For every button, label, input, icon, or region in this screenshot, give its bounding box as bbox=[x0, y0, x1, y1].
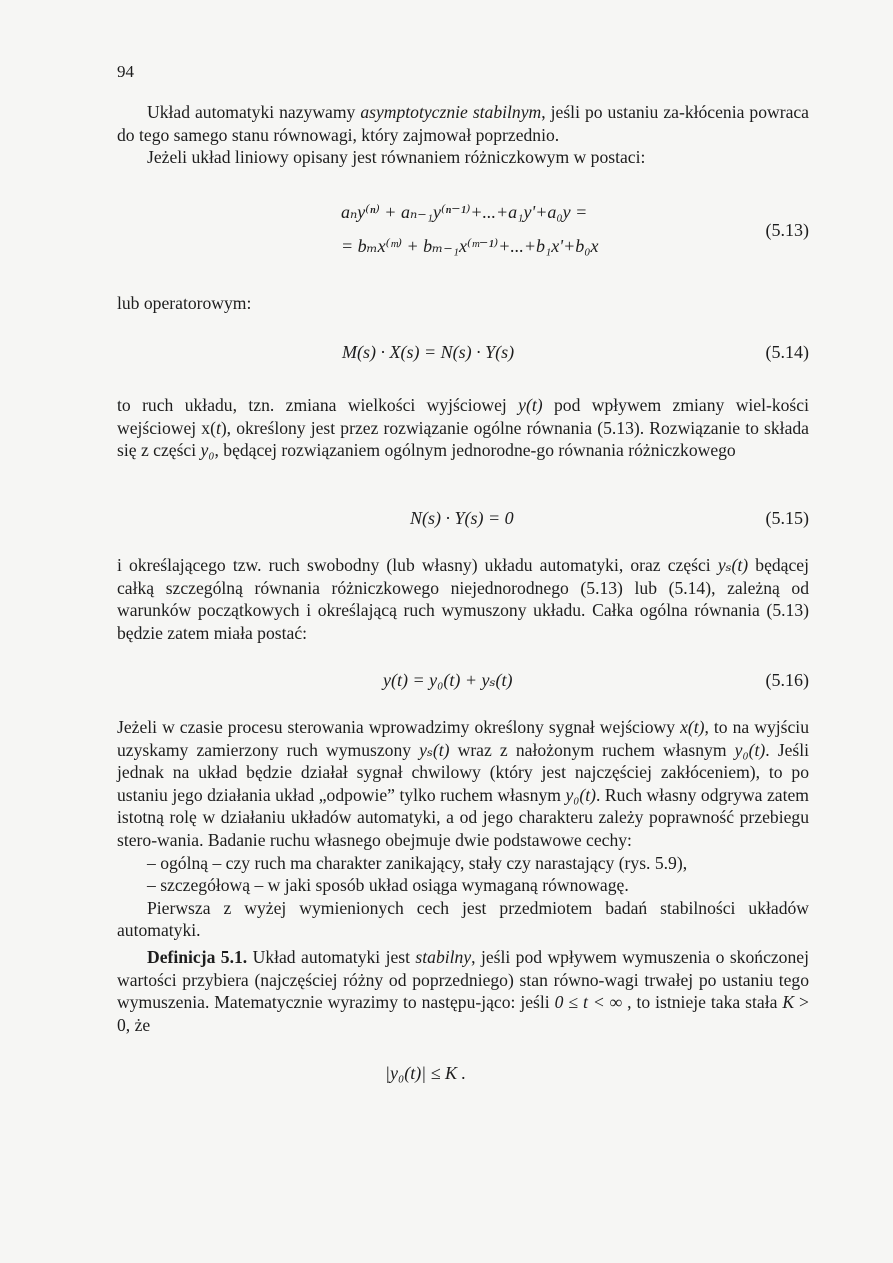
def-term: stabilny bbox=[415, 946, 472, 967]
definition-label: Definicja 5.1. bbox=[147, 946, 248, 967]
p4-y0: y₀ bbox=[200, 440, 215, 461]
def-g: > 0, że bbox=[117, 992, 809, 1035]
p6-a: Jeżeli w czasie procesu sterowania wprowadzimy określony sygnał wejściowy bbox=[117, 717, 681, 737]
p4-a: to ruch układu, tzn. zmiana wielkości wyjściowej bbox=[117, 395, 519, 415]
p1-text-a: Układ automatyki nazywamy bbox=[147, 102, 361, 122]
p4-t: t bbox=[215, 417, 221, 438]
p6-ys-t: yₛ(t) bbox=[419, 739, 450, 760]
paragraph-control bbox=[117, 716, 809, 1036]
equation-5-14: M(s) · X(s) = N(s) · Y(s) bbox=[342, 342, 515, 362]
equation-5-14-number: (5.14) bbox=[765, 342, 809, 362]
p6-x-t: x(t) bbox=[680, 717, 705, 737]
def-K: K bbox=[782, 992, 795, 1013]
p6-y0-t-2: y₀(t) bbox=[565, 784, 596, 805]
p4-c: pod wpływem zmiany wiel-kości wejściowej x( bbox=[117, 395, 809, 438]
paragraph-motion bbox=[117, 394, 809, 462]
p1-text-c: , jeśli po ustaniu za-kłócenia powraca do tego samego stanu równowagi, który zajmował poprzednio. bbox=[117, 102, 809, 145]
def-e: , to istnieje taka stała bbox=[622, 992, 783, 1013]
paragraph-free-motion bbox=[117, 554, 809, 644]
equation-5-16-number: (5.16) bbox=[765, 670, 809, 690]
list-item: – ogólną – czy ruch ma charakter zanikający, stały czy narastający (rys. 5.9), bbox=[147, 852, 688, 873]
def-c: , jeśli pod wpływem wymuszenia o skończonej wartości przybiera (najczęściej różny od poprzedniego) stan równo-wagi trwałej po ustaniu tego wymuszenia. Matematycznie wyrazimy to następu-jąco: jeśli bbox=[117, 946, 809, 1013]
p6-c: , to na wyjściu uzyskamy zamierzony ruch wymuszony bbox=[117, 717, 809, 760]
p6-g: . Jeśli jednak na układ będzie działał sygnał chwilowy (który jest najczęściej zakłóceniem), to po ustaniu jego działania układ „odpowie” tylko ruchem własnym bbox=[117, 739, 809, 805]
p4-g: , będącej rozwiązaniem ogólnym jednorodne-go równania różniczkowego bbox=[214, 440, 736, 461]
p5-c: będącej całką szczególną równania różniczkowego niejednorodnego (5.13) lub (5.14), zależną od warunków początkowych i określającą ruch wymuszony układu. Całka ogólna równania (5.13) będzie zatem miała postać: bbox=[117, 555, 809, 643]
equation-5-13-number: (5.13) bbox=[765, 220, 809, 240]
page-number: 94 bbox=[117, 62, 134, 81]
equation-5-16: y(t) = y₀(t) + yₛ(t) bbox=[383, 670, 513, 690]
equation-5-13-line1: aₙy⁽ⁿ⁾ + aₙ₋₁y⁽ⁿ⁻¹⁾+...+a₁y'+a₀y = bbox=[341, 202, 588, 222]
p1-term: asymptotycznie stabilnym bbox=[360, 102, 542, 122]
p6-y0-t: y₀(t) bbox=[734, 739, 766, 760]
equation-5-15: N(s) · Y(s) = 0 bbox=[410, 508, 514, 528]
equation-5-15-number: (5.15) bbox=[765, 508, 809, 528]
p6-i: . Ruch własny odgrywa zatem istotną rolę w działaniu układów automatyki, a od jego charakteru zależy poprawność przebiegu stero-wania. Badanie ruchu własnego obejmuje dwie podstawowe cechy: bbox=[117, 784, 809, 850]
list-item: – szczegółową – w jaki sposób układ osiąga wymaganą równowagę. bbox=[147, 875, 629, 896]
p5-a: i określającego tzw. ruch swobodny (lub własny) układu automatyki, oraz części bbox=[117, 555, 718, 575]
equation-5-13-line2: = bₘx⁽ᵐ⁾ + bₘ₋₁x⁽ᵐ⁻¹⁾+...+b₁x'+b₀x bbox=[341, 236, 599, 256]
p4-e: ), określony jest przez rozwiązanie ogólne równania (5.13). Rozwiązanie to składa się z części bbox=[117, 417, 809, 461]
p5-ys: yₛ(t) bbox=[717, 555, 749, 575]
paragraph-operator bbox=[117, 292, 809, 315]
def-a: Układ automatyki jest bbox=[247, 946, 416, 967]
p4-y-t: y(t) bbox=[518, 395, 543, 415]
p7: Pierwsza z wyżej wymienionych cech jest przedmiotem badań stabilności układów automatyki. bbox=[117, 897, 809, 941]
definition-5-1 bbox=[117, 946, 809, 1036]
p6-e: wraz z nałożonym ruchem własnym bbox=[449, 739, 735, 760]
paragraph-intro bbox=[117, 101, 809, 169]
p3: lub operatorowym: bbox=[117, 293, 252, 313]
def-condition: 0 ≤ t < ∞ bbox=[554, 992, 623, 1013]
equation-bound: |y₀(t)| ≤ K . bbox=[385, 1063, 467, 1083]
p2: Jeżeli układ liniowy opisany jest równaniem różniczkowym w postaci: bbox=[147, 147, 646, 168]
